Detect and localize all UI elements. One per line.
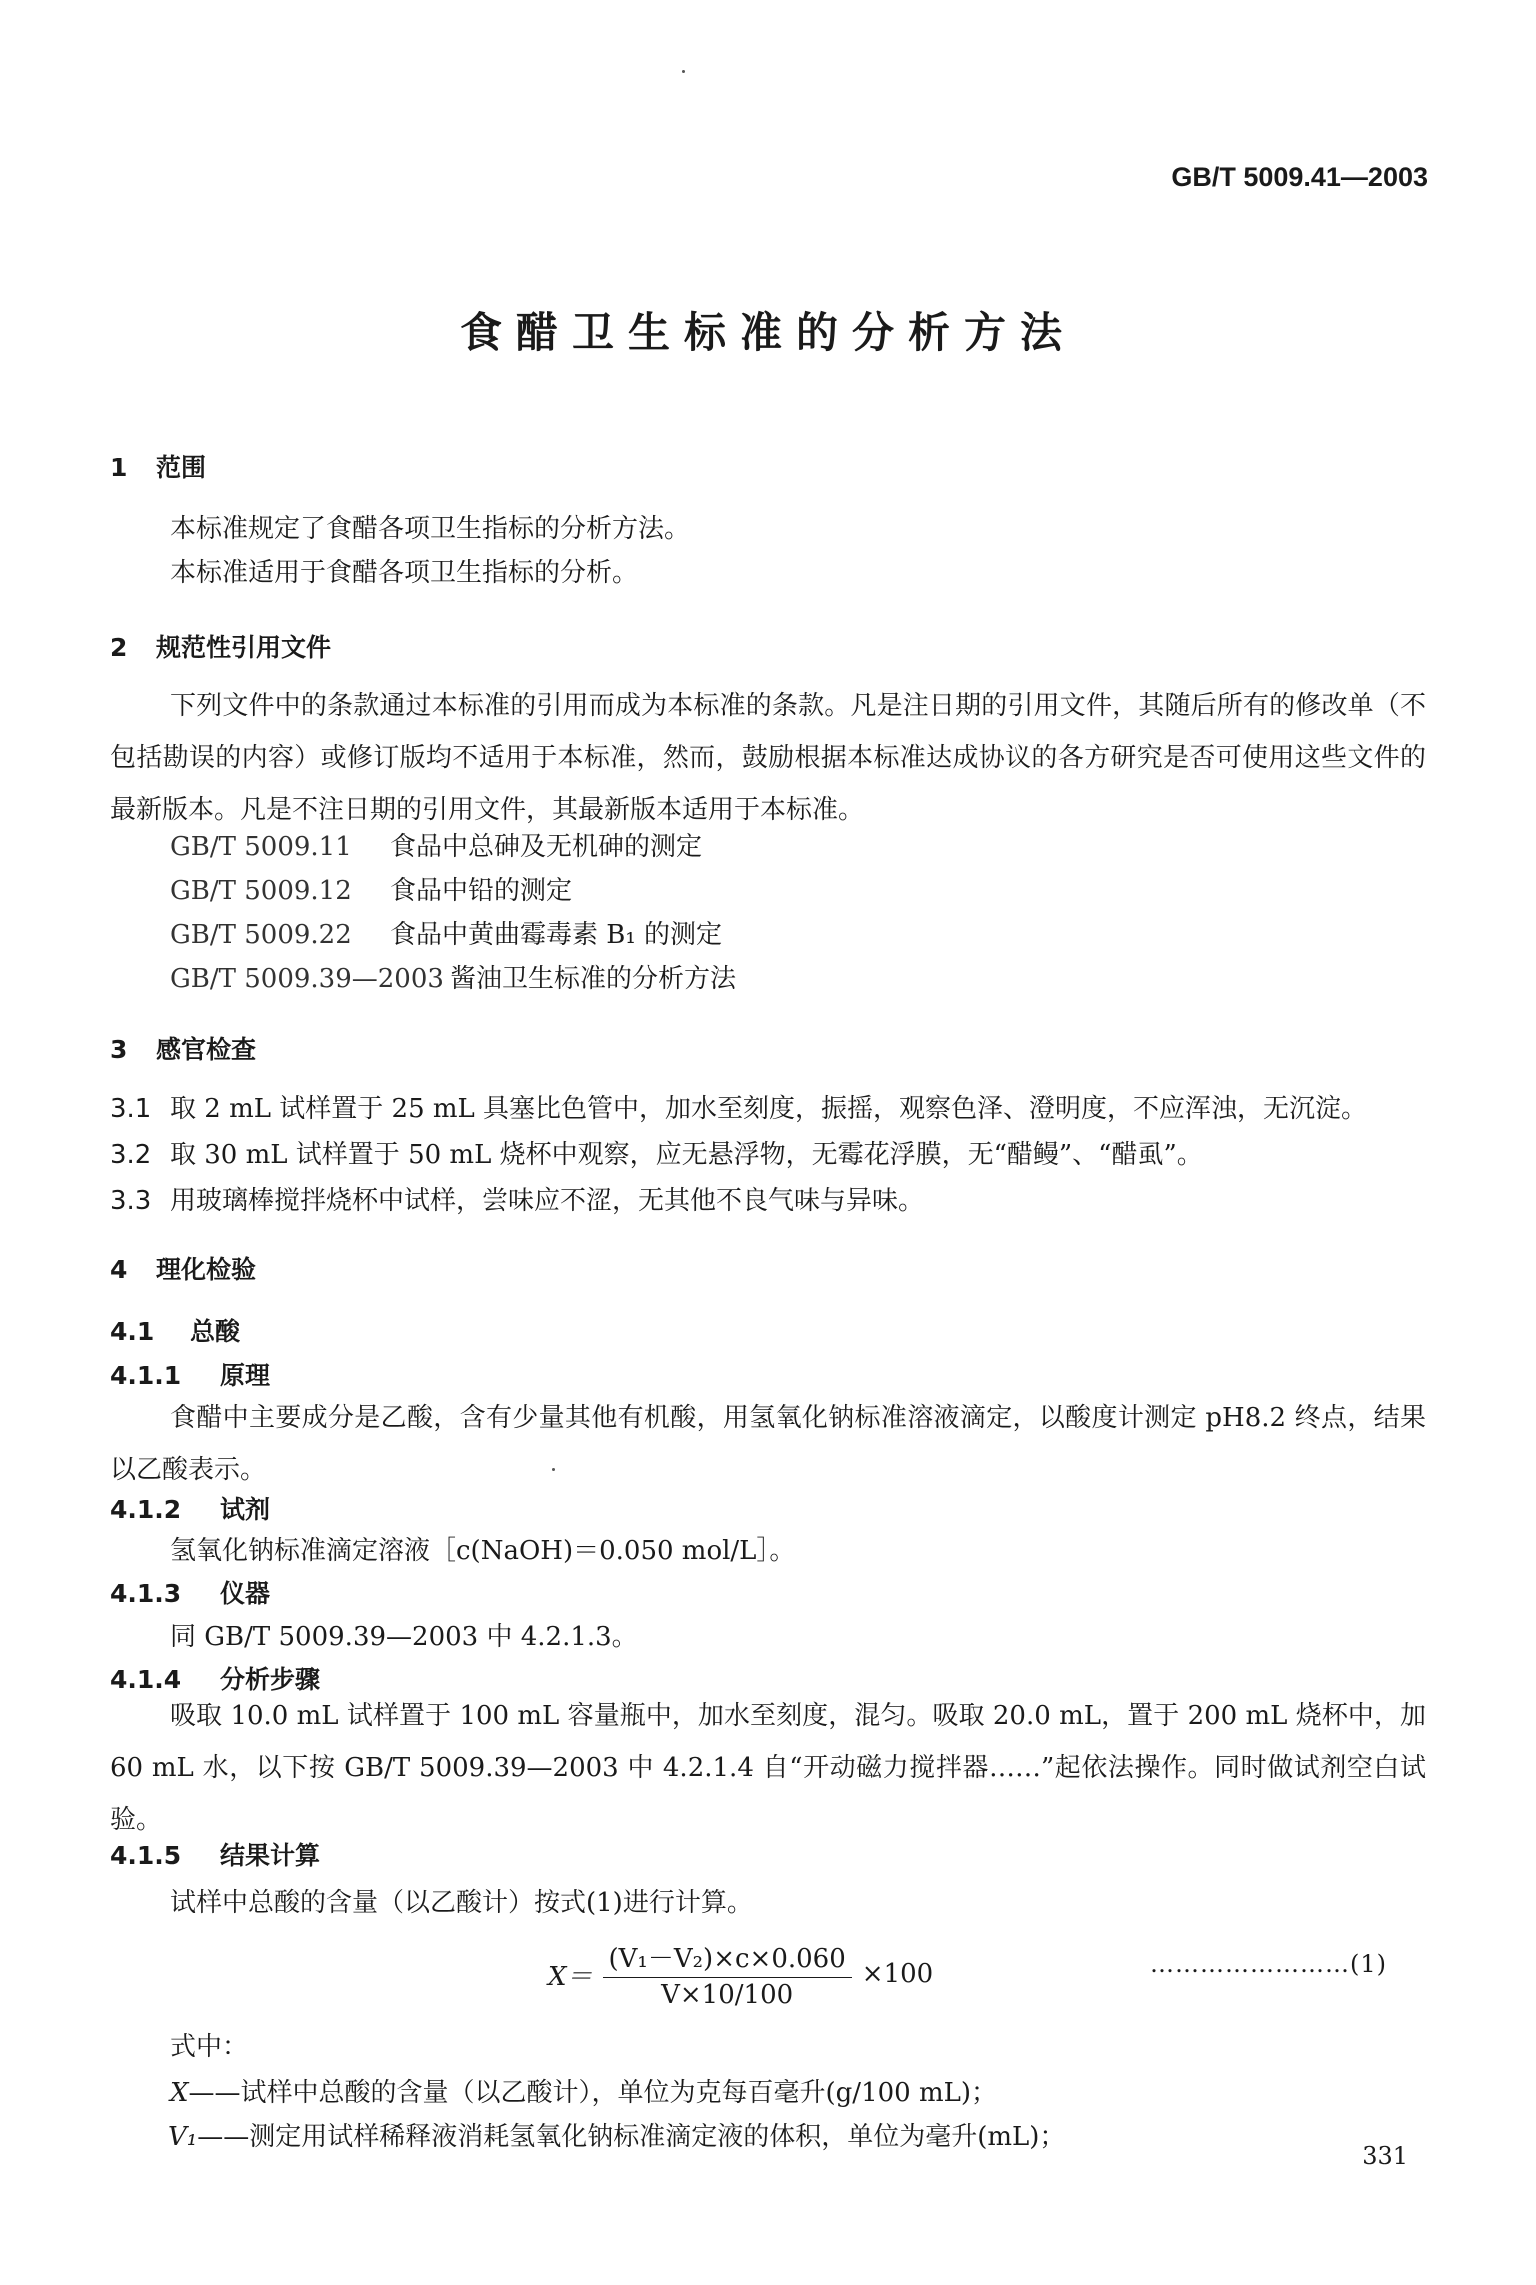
subsection-4-1-1-heading bbox=[110, 1356, 270, 1392]
variable-description: ——试样中总酸的含量（以乙酸计），单位为克每百毫升(g/100 mL)； bbox=[188, 2078, 998, 2108]
item-number: 3.1 bbox=[110, 1094, 152, 1124]
total-acid-formula bbox=[548, 1938, 933, 2010]
page-number: 331 bbox=[1362, 2142, 1408, 2170]
scope-paragraph-2: 本标准适用于食醋各项卫生指标的分析。 bbox=[170, 558, 639, 588]
scope-paragraph-1: 本标准规定了食醋各项卫生指标的分析方法。 bbox=[170, 514, 691, 544]
standard-number: GB/T 5009.41—2003 bbox=[1171, 162, 1428, 192]
section-2-heading bbox=[110, 628, 331, 664]
reference-title: 食品中铅的测定 bbox=[390, 876, 573, 906]
section-number: 2 bbox=[110, 633, 128, 662]
item-text: 取 2 mL 试样置于 25 mL 具塞比色管中，加水至刻度，振摇，观察色泽、澄明度，不应浑浊，无沉淀。 bbox=[170, 1094, 1368, 1124]
section-title: 范围 bbox=[156, 453, 207, 482]
section-3-heading bbox=[110, 1030, 256, 1066]
section-title: 原理 bbox=[220, 1361, 271, 1390]
section-number: 4 bbox=[110, 1255, 128, 1284]
calculation-intro: 试样中总酸的含量（以乙酸计）按式(1)进行计算。 bbox=[170, 1888, 753, 1918]
reference-code: GB/T 5009.22 bbox=[170, 920, 352, 950]
section-title: 感官检查 bbox=[156, 1035, 257, 1064]
reference-entry bbox=[170, 914, 722, 951]
section-number: 4.1.5 bbox=[110, 1841, 182, 1870]
section-title: 试剂 bbox=[220, 1495, 271, 1524]
reference-title: 食品中总砷及无机砷的测定 bbox=[390, 832, 703, 862]
principle-paragraph: 食醋中主要成分是乙酸，含有少量其他有机酸，用氢氧化钠标准溶液滴定，以酸度计测定 pH8.2 终点，结果以乙酸表示。 bbox=[110, 1403, 1426, 1485]
reference-title: 食品中黄曲霉毒素 B₁ 的测定 bbox=[390, 920, 723, 950]
apparatus-text: 同 GB/T 5009.39—2003 中 4.2.1.3。 bbox=[170, 1622, 638, 1652]
formula-numerator: (V₁－V₂)×c×0.060 bbox=[603, 1938, 852, 1978]
subsection-4-1-heading bbox=[110, 1312, 240, 1348]
formula-denominator: V×10/100 bbox=[661, 1980, 794, 2010]
variable-symbol: X bbox=[170, 2078, 189, 2108]
equation-number: ……………………(1) bbox=[1150, 1950, 1387, 1978]
item-text: 用玻璃棒搅拌烧杯中试样，尝味应不涩，无其他不良气味与异味。 bbox=[170, 1186, 925, 1216]
reference-entry bbox=[170, 870, 572, 907]
normative-references-paragraph: 下列文件中的条款通过本标准的引用而成为本标准的条款。凡是注日期的引用文件，其随后所有的修改单（不包括勘误的内容）或修订版均不适用于本标准，然而，鼓励根据本标准达成协议的各方研究是否可使用这些文件的最新版本。凡是不注日期的引用文件，其最新版本适用于本标准。 bbox=[110, 691, 1426, 825]
subsection-4-1-5-heading bbox=[110, 1836, 320, 1872]
section-title: 结果计算 bbox=[220, 1841, 321, 1870]
where-label: 式中： bbox=[170, 2032, 249, 2062]
section-title: 规范性引用文件 bbox=[156, 633, 332, 662]
variable-definition bbox=[168, 2116, 1065, 2153]
formula-lhs: X＝ bbox=[548, 1961, 593, 1992]
section-number: 3 bbox=[110, 1035, 128, 1064]
item-number: 3.3 bbox=[110, 1186, 152, 1216]
formula-fraction bbox=[603, 1938, 852, 2010]
variable-definition bbox=[170, 2072, 997, 2109]
reference-code: GB/T 5009.12 bbox=[170, 876, 352, 906]
reference-entry bbox=[170, 958, 736, 995]
section-title: 总酸 bbox=[190, 1317, 241, 1346]
reference-title: 酱油卫生标准的分析方法 bbox=[450, 964, 737, 994]
reference-code: GB/T 5009.11 bbox=[170, 832, 352, 862]
inspection-item bbox=[110, 1134, 1203, 1171]
section-title: 仪器 bbox=[220, 1579, 271, 1608]
reference-entry bbox=[170, 826, 702, 863]
subsection-4-1-3-heading bbox=[110, 1574, 270, 1610]
item-text: 取 30 mL 试样置于 50 mL 烧杯中观察，应无悬浮物，无霉花浮膜，无“醋鳗”、“醋虱”。 bbox=[170, 1140, 1203, 1170]
document-title: 食醋卫生标准的分析方法 bbox=[459, 308, 1076, 357]
inspection-item bbox=[110, 1180, 924, 1217]
section-number: 4.1.3 bbox=[110, 1579, 182, 1608]
reagent-text: 氢氧化钠标准滴定溶液［c(NaOH)＝0.050 mol/L］。 bbox=[170, 1536, 796, 1566]
section-number: 4.1.2 bbox=[110, 1495, 182, 1524]
reference-code: GB/T 5009.39—2003 bbox=[170, 964, 444, 994]
procedure-paragraph: 吸取 10.0 mL 试样置于 100 mL 容量瓶中，加水至刻度，混匀。吸取 20.0 mL，置于 200 mL 烧杯中，加 60 mL 水，以下按 GB/T 5009.39—2003 中 4.2.1.4 自“开动磁力搅拌器……”起依法操作。同时做试剂空白试验。 bbox=[110, 1701, 1426, 1835]
variable-symbol: V₁ bbox=[168, 2122, 198, 2152]
section-number: 1 bbox=[110, 453, 128, 482]
section-title: 分析步骤 bbox=[220, 1665, 321, 1694]
formula-multiplier: ×100 bbox=[861, 1959, 934, 1989]
scan-speck bbox=[682, 70, 685, 73]
inspection-item bbox=[110, 1088, 1367, 1125]
section-title: 理化检验 bbox=[156, 1255, 257, 1284]
item-number: 3.2 bbox=[110, 1140, 152, 1170]
section-1-heading bbox=[110, 448, 206, 484]
section-number: 4.1.1 bbox=[110, 1361, 182, 1390]
variable-description: ——测定用试样稀释液消耗氢氧化钠标准滴定液的体积，单位为毫升(mL)； bbox=[197, 2122, 1066, 2152]
section-number: 4.1 bbox=[110, 1317, 155, 1346]
subsection-4-1-2-heading bbox=[110, 1490, 270, 1526]
section-number: 4.1.4 bbox=[110, 1665, 182, 1694]
section-4-heading bbox=[110, 1250, 256, 1286]
